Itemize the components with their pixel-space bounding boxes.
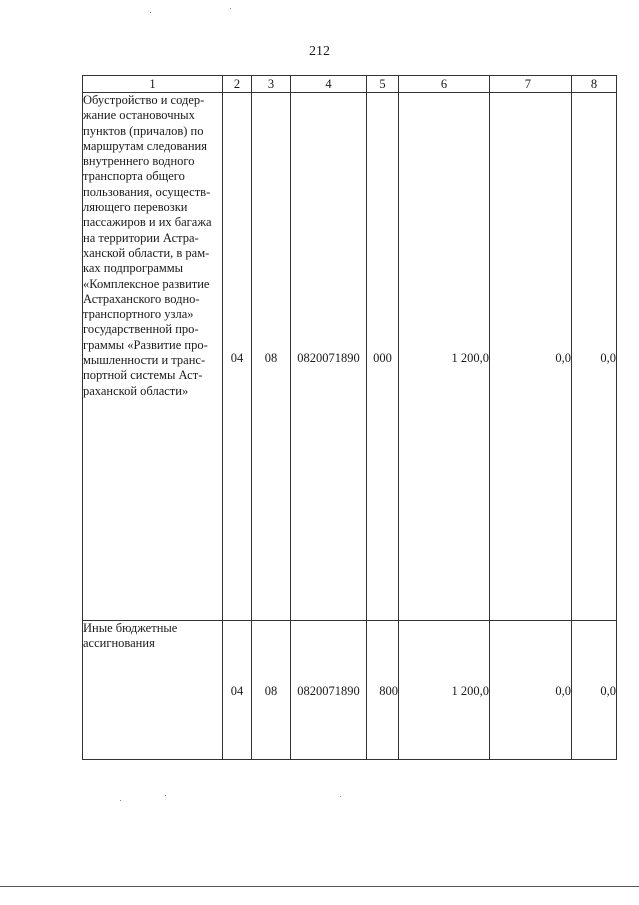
budget-table [82, 75, 617, 760]
cell-subsection-value: 08 [264, 684, 278, 698]
scan-speck [230, 8, 231, 9]
row-description-text: Обустройство и содер- жание остановочных пунктов (причалов) по маршрутам следования внутреннего водного транспорта общего пользования, осуществ- ляющего перевозки пассажиров и их багажа на территории Астра- ханской области, в рам- ках подпрограммы «Комплексное развитие Астраханского водно- транспортного узла» государственной про- граммы «Развитие про- мышленности и транс- портной системы Аст- раханской области» [83, 93, 212, 398]
header-cell-1: 1 [83, 76, 223, 93]
cell-subsection [252, 93, 291, 621]
scan-speck [165, 795, 166, 796]
cell-expense-type-value: 000 [373, 351, 392, 365]
cell-amount-6 [399, 621, 490, 760]
scan-edge-line [0, 886, 639, 887]
cell-expense-type [367, 93, 399, 621]
cell-subsection-value: 08 [264, 351, 278, 365]
cell-amount-6-value: 1 200,0 [451, 351, 489, 365]
cell-amount-7-value: 0,0 [555, 684, 571, 698]
cell-expense-type-value: 800 [379, 684, 398, 698]
cell-target-article [291, 621, 367, 760]
scan-speck [150, 12, 151, 13]
header-cell-6: 6 [399, 76, 490, 93]
cell-target-article-value: 0820071890 [297, 351, 360, 365]
cell-expense-type [367, 621, 399, 760]
cell-amount-8-value: 0,0 [600, 684, 616, 698]
cell-section-value: 04 [230, 684, 244, 698]
cell-amount-7 [490, 621, 572, 760]
cell-section [223, 621, 252, 760]
cell-subsection [252, 621, 291, 760]
cell-amount-8-value: 0,0 [600, 351, 616, 365]
row-description [83, 93, 223, 621]
header-cell-5: 5 [367, 76, 399, 93]
cell-target-article [291, 93, 367, 621]
cell-amount-7 [490, 93, 572, 621]
cell-amount-6 [399, 93, 490, 621]
row-description [83, 621, 223, 760]
header-cell-2: 2 [223, 76, 252, 93]
cell-amount-8 [572, 621, 617, 760]
header-cell-3: 3 [252, 76, 291, 93]
scan-speck [340, 796, 341, 797]
page-number: 212 [309, 44, 330, 59]
cell-amount-8 [572, 93, 617, 621]
cell-amount-7-value: 0,0 [555, 351, 571, 365]
cell-section-value: 04 [230, 351, 244, 365]
header-cell-7: 7 [490, 76, 572, 93]
header-cell-4: 4 [291, 76, 367, 93]
cell-amount-6-value: 1 200,0 [451, 684, 489, 698]
header-cell-8: 8 [572, 76, 617, 93]
cell-section [223, 93, 252, 621]
table-row [83, 621, 617, 760]
scan-speck [120, 800, 121, 801]
cell-target-article-value: 0820071890 [297, 684, 360, 698]
table-row [83, 93, 617, 621]
row-description-text: Иные бюджетные ассигнования [83, 621, 178, 651]
header-row [83, 76, 617, 93]
